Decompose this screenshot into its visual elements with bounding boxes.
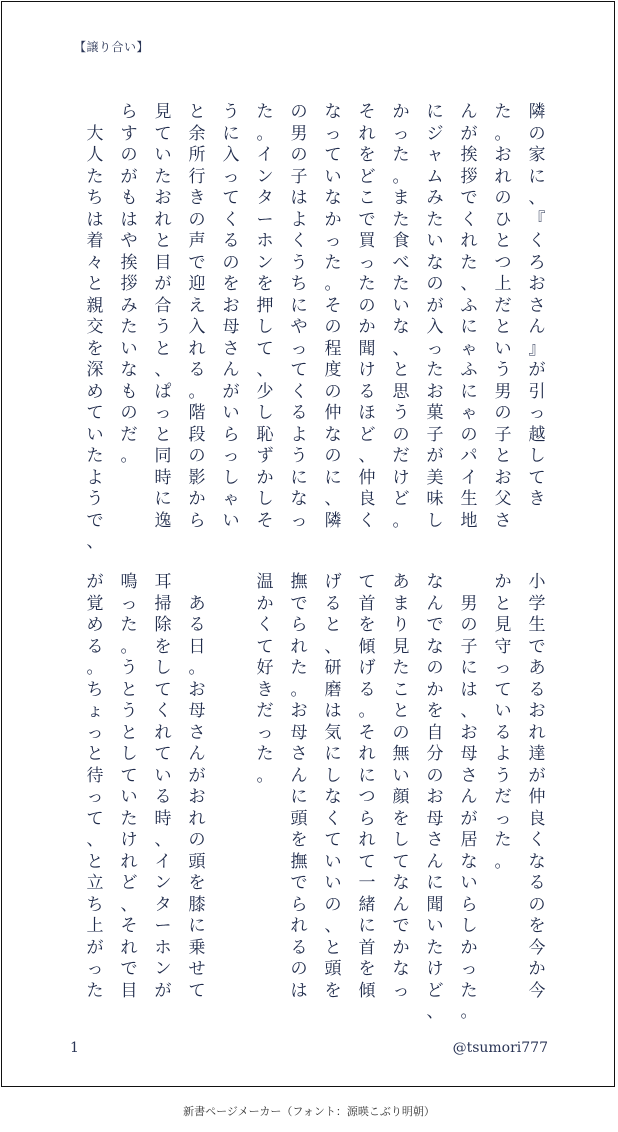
text-column: な っ て い な か っ た 。 そ の 程 度 の 仲 な の に 、 隣	[324, 102, 342, 531]
text-block-top	[78, 102, 554, 552]
page-number: 1	[70, 1040, 79, 1056]
text-column: か っ た 。 ま た 食 べ た い な 、 と 思 う の だ け ど 。	[392, 102, 410, 531]
text-column: あ ま り 見 た こ と の 無 い 顔 を し て な ん で か な っ	[392, 572, 410, 1001]
text-column	[214, 572, 248, 1002]
text-column: 男 の 子 に は 、 お 母 さ ん が 居 な い ら し か っ た 。	[460, 593, 478, 1022]
text-column: 温 か く て 好 き だ っ た 。	[256, 572, 274, 786]
text-column: ん が 挨 拶 で く れ た 、 ふ に ゃ ふ に ゃ の パ イ 生 地	[460, 102, 478, 531]
page-title: 【譲り合い】	[74, 40, 150, 54]
text-column: 撫 で ら れ た 。 お 母 さ ん に 頭 を 撫 で ら れ る の は	[290, 572, 308, 1001]
text-column: が 覚 め る 。 ち ょ っ と 待 っ て 、 と 立 ち 上 が っ た	[86, 572, 104, 1001]
page-frame	[1, 1, 615, 1087]
text-column: な ん で な の か を 自 分 の お 母 さ ん に 聞 い た け ど 、	[426, 572, 444, 1022]
text-column: あ る 日 。 お 母 さ ん が お れ の 頭 を 膝 に 乗 せ て	[188, 593, 206, 1001]
text-column: そ れ を ど こ で 買 っ た の か 聞 け る ほ ど 、 仲 良 く	[358, 102, 376, 531]
text-column: 見 て い た お れ と 目 が 合 う と 、 ぱ っ と 同 時 に 逸	[154, 102, 172, 531]
text-column: 小 学 生 で あ る お れ 達 が 仲 良 く な る の を 今 か 今	[528, 572, 546, 1001]
text-column: 大 人 た ち は 着 々 と 親 交 を 深 め て い た よ う で 、	[86, 123, 104, 552]
text-column: う に 入 っ て く る の を お 母 さ ん が い ら っ し ゃ い	[222, 102, 240, 531]
text-column: 耳 掃 除 を し て く れ て い る 時 、 イ ン タ ー ホ ン が	[154, 572, 172, 1001]
author-handle: @tsumori777	[452, 1040, 548, 1056]
text-column: 隣 の 家 に 、 『 く ろ お さ ん 』 が 引 っ 越 し て き	[528, 102, 546, 509]
text-column: に ジ ャ ム み た い な の が 入 っ た お 菓 子 が 美 味 し	[426, 102, 444, 531]
text-column: の 男 の 子 は よ く う ち に や っ て く る よ う に な っ	[290, 102, 308, 531]
text-column: か と 見 守 っ て い る よ う だ っ た 。	[494, 572, 512, 872]
text-column: ら す の が も は や 挨 拶 み た い な も の だ 。	[120, 102, 138, 466]
text-column: と 余 所 行 き の 声 で 迎 え 入 れ る 。 階 段 の 影 か ら	[188, 102, 206, 531]
text-column: げ る と 、 研 磨 は 気 に し な く て い い の 、 と 頭 を	[324, 572, 342, 1001]
text-column: 鳴 っ た 。 う と う と し て い た け れ ど 、 そ れ で 目	[120, 572, 138, 1001]
text-block-bottom	[78, 572, 554, 1022]
footer-credit: 新書ページメーカー（フォント：源暎こぶり明朝）	[183, 1105, 435, 1118]
text-column: た 。 イ ン タ ー ホ ン を 押 し て 、 少 し 恥 ず か し そ	[256, 102, 274, 531]
text-column: た 。 お れ の ひ と つ 上 だ と い う 男 の 子 と お 父 さ	[494, 102, 512, 531]
text-column: て 首 を 傾 げ る 。 そ れ に つ ら れ て 一 緒 に 首 を 傾	[358, 572, 376, 1001]
